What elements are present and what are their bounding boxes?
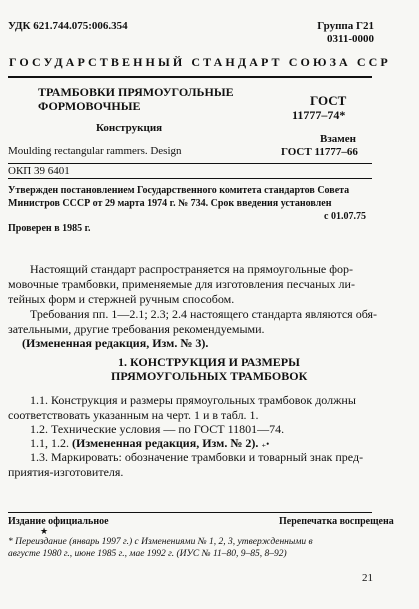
council-title: ГОСУДАРСТВЕННЫЙ СТАНДАРТ СОЮЗА ССР <box>9 55 391 69</box>
intro-p1-line3: тейных форм и стержней ручным способом. <box>8 292 235 306</box>
clause-1-3-line2: приятия-изготовителя. <box>8 465 124 479</box>
clause-1-3-line1: 1.3. Маркировать: обозначение трамбовки и товарный знак пред- <box>30 450 364 464</box>
classifier-code: 0311-0000 <box>326 33 374 45</box>
replaces-number: ГОСТ 11777–66 <box>281 146 358 158</box>
footer-divider <box>8 512 372 513</box>
section1-heading-line2: ПРЯМОУГОЛЬНЫХ ТРАМБОВОК <box>111 369 308 383</box>
clause-1-1-line2: соответствовать указанным на черт. 1 и в табл. 1. <box>8 408 259 422</box>
clause-1-1-line1: 1.1. Конструкция и размеры прямоугольных трамбовок должны <box>30 393 356 407</box>
intro-amendment-note: (Измененная редакция, Изм. № 3). <box>22 336 209 350</box>
approval-line1: Утвержден постановлением Государственного комитета стандартов Совета <box>8 185 350 196</box>
group-code: Группа Г21 <box>317 20 374 32</box>
clause-amendment-2-note: (Измененная редакция, Изм. № 2). <box>72 436 259 450</box>
doc-subtitle: Конструкция <box>96 122 163 134</box>
reprint-prohibited-label: Перепечатка воспрещена <box>279 516 394 527</box>
replaces-label: Взамен <box>320 133 356 145</box>
intro-p1-line2: мовочные трамбовки, применяемые для изготовления песчаных ли- <box>8 277 355 291</box>
intro-p2-line1: Требования пп. 1—2.1; 2.3; 2.4 настоящего стандарта являются обя- <box>30 307 378 321</box>
approval-line2: Министров СССР от 29 марта 1974 г. № 734. Срок введения установлен <box>8 198 332 209</box>
official-edition-label: Издание официальное <box>8 516 109 527</box>
udk-code: УДК 621.744.075:006.354 <box>8 20 128 32</box>
doc-title-line2: ФОРМОВОЧНЫЕ <box>38 99 141 113</box>
title-divider <box>8 163 372 164</box>
okp-divider <box>8 178 372 179</box>
annotation-mark: ₊• <box>261 439 270 449</box>
gost-number: 11777–74* <box>292 108 346 122</box>
clause-amendment-2-numbers: 1.1, 1.2. <box>30 436 72 450</box>
section1-heading-line1: 1. КОНСТРУКЦИЯ И РАЗМЕРЫ <box>118 355 300 369</box>
clause-amendment-2 <box>30 436 269 451</box>
star-mark: ★ <box>40 526 49 536</box>
intro-p2-line2: зательными, другие требования рекомендуемыми. <box>8 322 265 336</box>
reissue-note-line2: августе 1980 г., июне 1985 г., мае 1992 г. (ИУС № 11–80, 9–85, 8–92) <box>8 549 287 559</box>
okp-code: ОКП 39 6401 <box>8 165 70 177</box>
gost-label: ГОСТ <box>310 93 347 108</box>
page-number: 21 <box>362 572 373 584</box>
approval-effective-date: с 01.07.75 <box>324 211 366 222</box>
reissue-note-line1: * Переиздание (январь 1997 г.) с Изменениями № 1, 2, 3, утвержденными в <box>8 537 313 547</box>
intro-p1-line1: Настоящий стандарт распространяется на прямоугольные фор- <box>30 262 354 276</box>
doc-title-line1: ТРАМБОВКИ ПРЯМОУГОЛЬНЫЕ <box>38 85 234 99</box>
english-title: Moulding rectangular rammers. Design <box>8 145 182 157</box>
clause-1-2: 1.2. Технические условия — по ГОСТ 11801—74. <box>30 422 285 436</box>
checked-year: Проверен в 1985 г. <box>8 223 91 234</box>
top-divider <box>8 76 372 78</box>
